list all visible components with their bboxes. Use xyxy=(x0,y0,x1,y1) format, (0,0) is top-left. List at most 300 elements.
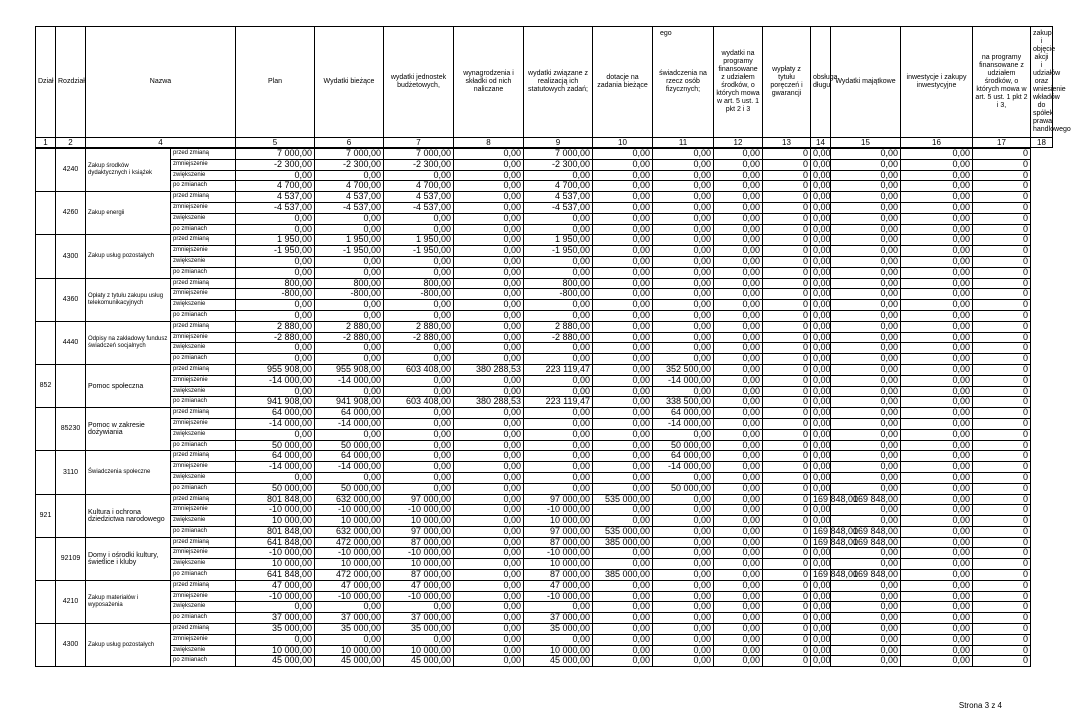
value-cell: 0,00 xyxy=(384,300,454,311)
value-cell: 0,00 xyxy=(831,645,901,656)
value-cell: 0 xyxy=(763,451,811,462)
value-cell: 0,00 xyxy=(831,278,901,289)
row-label: przed zmianą xyxy=(171,321,236,332)
value-cell: -14 000,00 xyxy=(653,375,714,386)
column-number: 1 xyxy=(36,138,56,148)
value-cell: 0,00 xyxy=(714,300,763,311)
col-wydatki-statutowe: wydatki związane z realizacją ich statutowych zadań; xyxy=(524,27,593,138)
value-cell: 97 000,00 xyxy=(524,494,593,505)
value-cell: 0,00 xyxy=(384,375,454,386)
value-cell: -10 000,00 xyxy=(384,505,454,516)
value-cell: 0,00 xyxy=(593,213,653,224)
value-cell: 0,00 xyxy=(811,516,831,527)
value-cell: 0 xyxy=(763,591,811,602)
value-cell: 0,00 xyxy=(593,462,653,473)
column-number: 6 xyxy=(315,138,384,148)
value-cell: 0,00 xyxy=(593,602,653,613)
table-row xyxy=(36,364,1053,375)
table-row xyxy=(36,408,1053,419)
value-cell: 0,00 xyxy=(831,235,901,246)
value-cell: -10 000,00 xyxy=(236,548,315,559)
value-cell: 0,00 xyxy=(593,516,653,527)
row-label: przed zmianą xyxy=(171,624,236,635)
value-cell: 0,00 xyxy=(454,149,524,160)
value-cell: 0,00 xyxy=(831,332,901,343)
value-cell: 0,00 xyxy=(714,321,763,332)
value-cell: 0,00 xyxy=(524,386,593,397)
value-cell: 0,00 xyxy=(524,300,593,311)
value-cell: -800,00 xyxy=(315,289,384,300)
value-cell: 0 xyxy=(973,364,1031,375)
value-cell: 0,00 xyxy=(901,645,973,656)
value-cell: 0,00 xyxy=(714,408,763,419)
value-cell: 0 xyxy=(763,332,811,343)
value-cell: 0,00 xyxy=(454,462,524,473)
value-cell: 0,00 xyxy=(901,559,973,570)
value-cell: 169 848,00 xyxy=(831,570,901,581)
value-cell: 0 xyxy=(973,656,1031,667)
dzial-cell: 921 xyxy=(36,494,56,537)
value-cell: 0,00 xyxy=(653,256,714,267)
value-cell: 0,00 xyxy=(454,300,524,311)
table-row xyxy=(36,429,1053,440)
value-cell: 0,00 xyxy=(901,408,973,419)
value-cell: 0 xyxy=(763,213,811,224)
value-cell: 0 xyxy=(763,235,811,246)
value-cell: 0,00 xyxy=(653,289,714,300)
value-cell: 45 000,00 xyxy=(236,656,315,667)
value-cell: 64 000,00 xyxy=(236,408,315,419)
value-cell: 0,00 xyxy=(901,451,973,462)
value-cell: 0,00 xyxy=(811,202,831,213)
value-cell: 0 xyxy=(973,559,1031,570)
value-cell: -2 880,00 xyxy=(384,332,454,343)
nazwa-cell: Domy i ośrodki kultury, świetlice i kluby xyxy=(86,537,171,580)
value-cell: 385 000,00 xyxy=(593,537,653,548)
value-cell: 0 xyxy=(763,526,811,537)
value-cell: 0,00 xyxy=(653,332,714,343)
table-row xyxy=(36,602,1053,613)
value-cell: 380 288,53 xyxy=(454,364,524,375)
value-cell: 0,00 xyxy=(653,494,714,505)
value-cell: 10 000,00 xyxy=(524,516,593,527)
value-cell: 0,00 xyxy=(831,354,901,365)
value-cell: 0,00 xyxy=(811,462,831,473)
value-cell: 4 700,00 xyxy=(236,181,315,192)
value-cell: 50 000,00 xyxy=(653,483,714,494)
value-cell: 223 119,47 xyxy=(524,397,593,408)
value-cell: 0,00 xyxy=(901,256,973,267)
table-row xyxy=(36,256,1053,267)
table-row xyxy=(36,559,1053,570)
value-cell: 0,00 xyxy=(315,224,384,235)
value-cell: 35 000,00 xyxy=(384,624,454,635)
row-label: przed zmianą xyxy=(171,278,236,289)
nazwa-cell: Kultura i ochrona dziedzictwa narodowego xyxy=(86,494,171,537)
value-cell: 10 000,00 xyxy=(384,645,454,656)
value-cell: 0,00 xyxy=(901,375,973,386)
row-label: zwiększenie xyxy=(171,300,236,311)
table-row xyxy=(36,386,1053,397)
value-cell: 0 xyxy=(763,300,811,311)
value-cell: 0,00 xyxy=(811,451,831,462)
col-rozdzial: Rozdział xyxy=(56,27,86,138)
table-row xyxy=(36,634,1053,645)
value-cell: 0 xyxy=(763,505,811,516)
value-cell: 0,00 xyxy=(384,343,454,354)
value-cell: 35 000,00 xyxy=(315,624,384,635)
nazwa-cell: Zakup usług pozostałych xyxy=(86,624,171,667)
value-cell: 0,00 xyxy=(384,354,454,365)
value-cell: 0,00 xyxy=(901,656,973,667)
value-cell: 10 000,00 xyxy=(315,559,384,570)
table-row xyxy=(36,451,1053,462)
table-row xyxy=(36,375,1053,386)
value-cell: 0,00 xyxy=(831,634,901,645)
value-cell: 0,00 xyxy=(831,397,901,408)
value-cell: 50 000,00 xyxy=(315,440,384,451)
value-cell: 0,00 xyxy=(593,418,653,429)
value-cell: 0,00 xyxy=(593,278,653,289)
value-cell: 0,00 xyxy=(593,310,653,321)
value-cell: 0,00 xyxy=(831,149,901,160)
table-row xyxy=(36,213,1053,224)
value-cell: 0,00 xyxy=(811,256,831,267)
value-cell: 0,00 xyxy=(454,375,524,386)
value-cell: 385 000,00 xyxy=(593,570,653,581)
value-cell: 0 xyxy=(763,343,811,354)
value-cell: 0,00 xyxy=(901,310,973,321)
value-cell: 0,00 xyxy=(236,300,315,311)
value-cell: 0,00 xyxy=(831,159,901,170)
value-cell: 941 908,00 xyxy=(236,397,315,408)
row-label: po zmianach xyxy=(171,310,236,321)
value-cell: 0,00 xyxy=(714,580,763,591)
value-cell: 4 700,00 xyxy=(524,181,593,192)
value-cell: 0,00 xyxy=(454,418,524,429)
value-cell: 472 000,00 xyxy=(315,537,384,548)
value-cell: 47 000,00 xyxy=(524,580,593,591)
value-cell: 0,00 xyxy=(714,602,763,613)
value-cell: 0,00 xyxy=(831,224,901,235)
value-cell: 0,00 xyxy=(593,451,653,462)
value-cell: 0,00 xyxy=(593,591,653,602)
table-row xyxy=(36,310,1053,321)
nazwa-cell: Zakup środków dydaktycznych i książek xyxy=(86,149,171,192)
value-cell: -1 950,00 xyxy=(384,246,454,257)
value-cell: 47 000,00 xyxy=(236,580,315,591)
column-number: 11 xyxy=(653,138,714,148)
value-cell: 641 848,00 xyxy=(236,537,315,548)
col-inwestycje: inwestycje i zakupy inwestycyjne xyxy=(901,27,973,138)
value-cell: 0,00 xyxy=(384,408,454,419)
value-cell: -2 880,00 xyxy=(524,332,593,343)
dzial-cell xyxy=(36,321,56,364)
value-cell: 0,00 xyxy=(653,224,714,235)
value-cell: 1 950,00 xyxy=(524,235,593,246)
col-dzial: Dział xyxy=(36,27,56,138)
value-cell: 0,00 xyxy=(714,462,763,473)
value-cell: 0,00 xyxy=(384,440,454,451)
value-cell: 45 000,00 xyxy=(524,656,593,667)
value-cell: 0 xyxy=(973,213,1031,224)
value-cell: 0,00 xyxy=(831,343,901,354)
value-cell: 0,00 xyxy=(831,375,901,386)
row-label: po zmianach xyxy=(171,483,236,494)
value-cell: 0,00 xyxy=(811,321,831,332)
value-cell: 0,00 xyxy=(315,634,384,645)
value-cell: 0,00 xyxy=(811,278,831,289)
value-cell: 0 xyxy=(763,634,811,645)
table-row xyxy=(36,656,1053,667)
value-cell: 0,00 xyxy=(236,602,315,613)
value-cell: 0,00 xyxy=(236,354,315,365)
value-cell: 535 000,00 xyxy=(593,526,653,537)
value-cell: 0 xyxy=(973,310,1031,321)
value-cell: 0,00 xyxy=(901,149,973,160)
value-cell: 0,00 xyxy=(653,516,714,527)
value-cell: 0,00 xyxy=(831,364,901,375)
value-cell: -1 950,00 xyxy=(315,246,384,257)
value-cell: 0 xyxy=(973,386,1031,397)
table-header xyxy=(35,26,1071,148)
value-cell: 0,00 xyxy=(454,170,524,181)
value-cell: 64 000,00 xyxy=(236,451,315,462)
value-cell: 0 xyxy=(973,181,1031,192)
nazwa-cell: Pomoc społeczna xyxy=(86,364,171,407)
value-cell: -10 000,00 xyxy=(236,591,315,602)
value-cell: 0 xyxy=(973,526,1031,537)
table-row xyxy=(36,246,1053,257)
value-cell: 0,00 xyxy=(714,429,763,440)
table-row xyxy=(36,321,1053,332)
value-cell: 0 xyxy=(763,516,811,527)
value-cell: -10 000,00 xyxy=(384,548,454,559)
col-wydatki-programy: wydatki na programy finansowane z udziałem środków, o których mowa w art. 5 ust. 1 pkt 2 i 3 xyxy=(714,27,763,138)
value-cell: 0,00 xyxy=(811,332,831,343)
value-cell: 0,00 xyxy=(593,354,653,365)
row-label: przed zmianą xyxy=(171,451,236,462)
row-label: przed zmianą xyxy=(171,537,236,548)
value-cell: 0 xyxy=(973,321,1031,332)
column-number: 18 xyxy=(1031,138,1053,148)
value-cell: 0,00 xyxy=(384,429,454,440)
value-cell: 0 xyxy=(973,246,1031,257)
value-cell: 169 848,00 xyxy=(811,494,831,505)
value-cell: 0,00 xyxy=(384,386,454,397)
value-cell: 0,00 xyxy=(901,537,973,548)
value-cell: 0,00 xyxy=(653,429,714,440)
value-cell: 0,00 xyxy=(811,548,831,559)
value-cell: 0,00 xyxy=(454,505,524,516)
value-cell: 0,00 xyxy=(653,505,714,516)
row-label: zmniejszenie xyxy=(171,375,236,386)
value-cell: -10 000,00 xyxy=(384,591,454,602)
dzial-cell xyxy=(36,580,56,623)
value-cell: 0,00 xyxy=(901,634,973,645)
value-cell: 0,00 xyxy=(653,246,714,257)
table-row xyxy=(36,300,1053,311)
value-cell: 0,00 xyxy=(811,591,831,602)
value-cell: 0,00 xyxy=(454,235,524,246)
value-cell: 0,00 xyxy=(653,624,714,635)
value-cell: 0,00 xyxy=(593,267,653,278)
value-cell: 0,00 xyxy=(653,559,714,570)
value-cell: 10 000,00 xyxy=(524,645,593,656)
row-label: po zmianach xyxy=(171,570,236,581)
table-row xyxy=(36,526,1053,537)
value-cell: 0,00 xyxy=(901,246,973,257)
value-cell: 0,00 xyxy=(653,386,714,397)
value-cell: -14 000,00 xyxy=(653,418,714,429)
value-cell: 0,00 xyxy=(524,375,593,386)
table-row xyxy=(36,624,1053,635)
value-cell: 50 000,00 xyxy=(236,483,315,494)
value-cell: 0,00 xyxy=(653,343,714,354)
value-cell: 0,00 xyxy=(593,634,653,645)
value-cell: 10 000,00 xyxy=(524,559,593,570)
value-cell: 0 xyxy=(763,202,811,213)
column-number: 17 xyxy=(973,138,1031,148)
value-cell: 0 xyxy=(973,278,1031,289)
table-body xyxy=(35,148,1053,667)
value-cell: 0,00 xyxy=(714,516,763,527)
value-cell: 0,00 xyxy=(831,418,901,429)
value-cell: 0,00 xyxy=(901,267,973,278)
value-cell: 0,00 xyxy=(454,591,524,602)
value-cell: 0,00 xyxy=(714,246,763,257)
col-wydatki-jednostek: wydatki jednostek budżetowych, xyxy=(384,27,454,138)
value-cell: -2 300,00 xyxy=(315,159,384,170)
value-cell: 0,00 xyxy=(236,472,315,483)
value-cell: 0,00 xyxy=(593,149,653,160)
value-cell: 1 950,00 xyxy=(236,235,315,246)
value-cell: 0,00 xyxy=(315,213,384,224)
rozdzial-cell: 4300 xyxy=(56,624,86,667)
value-cell: -10 000,00 xyxy=(236,505,315,516)
value-cell: 0,00 xyxy=(593,483,653,494)
value-cell: 0,00 xyxy=(714,634,763,645)
value-cell: 0,00 xyxy=(454,278,524,289)
value-cell: 0,00 xyxy=(384,310,454,321)
value-cell: 4 700,00 xyxy=(384,181,454,192)
value-cell: 0,00 xyxy=(901,591,973,602)
value-cell: 0,00 xyxy=(593,364,653,375)
value-cell: 0,00 xyxy=(901,192,973,203)
value-cell: -2 880,00 xyxy=(236,332,315,343)
table-row xyxy=(36,267,1053,278)
value-cell: 0,00 xyxy=(384,451,454,462)
value-cell: 0,00 xyxy=(454,192,524,203)
value-cell: 0,00 xyxy=(454,246,524,257)
dzial-cell xyxy=(36,624,56,667)
value-cell: 0,00 xyxy=(236,429,315,440)
row-label: przed zmianą xyxy=(171,364,236,375)
value-cell: 0,00 xyxy=(714,192,763,203)
col-zakup-akcji: zakup i objęcie akcji i udziałów oraz wniesienie wkładów do spółek prawa handlowego xyxy=(1031,27,1053,138)
value-cell: 0,00 xyxy=(454,256,524,267)
value-cell: 0 xyxy=(973,440,1031,451)
value-cell: 0,00 xyxy=(811,159,831,170)
value-cell: 0,00 xyxy=(811,149,831,160)
nazwa-cell: Zakup usług pozostałych xyxy=(86,235,171,278)
col-obsluga: obsługa długu xyxy=(811,27,831,138)
value-cell: 0,00 xyxy=(714,224,763,235)
value-cell: 0,00 xyxy=(653,548,714,559)
value-cell: 0,00 xyxy=(236,224,315,235)
value-cell: 0,00 xyxy=(593,645,653,656)
value-cell: 0,00 xyxy=(454,645,524,656)
value-cell: 0 xyxy=(973,634,1031,645)
value-cell: 0,00 xyxy=(653,526,714,537)
value-cell: 0,00 xyxy=(593,580,653,591)
value-cell: 0,00 xyxy=(524,310,593,321)
value-cell: 0,00 xyxy=(593,332,653,343)
value-cell: 0 xyxy=(973,602,1031,613)
table-row xyxy=(36,224,1053,235)
column-number: 5 xyxy=(236,138,315,148)
value-cell: 0,00 xyxy=(454,267,524,278)
value-cell: 0 xyxy=(973,397,1031,408)
value-cell: 37 000,00 xyxy=(384,613,454,624)
value-cell: 0,00 xyxy=(593,656,653,667)
value-cell: 0,00 xyxy=(524,462,593,473)
value-cell: 0 xyxy=(763,537,811,548)
value-cell: 0 xyxy=(763,494,811,505)
value-cell: 0 xyxy=(763,159,811,170)
value-cell: 2 880,00 xyxy=(384,321,454,332)
value-cell: 632 000,00 xyxy=(315,526,384,537)
value-cell: 472 000,00 xyxy=(315,570,384,581)
value-cell: 0,00 xyxy=(811,472,831,483)
value-cell: 0,00 xyxy=(524,267,593,278)
row-label: zmniejszenie xyxy=(171,246,236,257)
row-label: zwiększenie xyxy=(171,213,236,224)
value-cell: 0 xyxy=(973,149,1031,160)
value-cell: 0,00 xyxy=(714,149,763,160)
row-label: zwiększenie xyxy=(171,516,236,527)
value-cell: 0,00 xyxy=(714,505,763,516)
value-cell: 380 288,53 xyxy=(454,397,524,408)
value-cell: 0,00 xyxy=(901,570,973,581)
rozdzial-cell xyxy=(56,364,86,407)
value-cell: 0,00 xyxy=(714,526,763,537)
value-cell: -10 000,00 xyxy=(315,591,384,602)
value-cell: 0,00 xyxy=(384,256,454,267)
table-row xyxy=(36,613,1053,624)
value-cell: 0 xyxy=(973,202,1031,213)
value-cell: 0,00 xyxy=(454,310,524,321)
value-cell: 0,00 xyxy=(831,289,901,300)
value-cell: 2 880,00 xyxy=(315,321,384,332)
column-number: 16 xyxy=(901,138,973,148)
value-cell: 0,00 xyxy=(593,343,653,354)
table-row xyxy=(36,192,1053,203)
value-cell: 0,00 xyxy=(653,310,714,321)
value-cell: 0,00 xyxy=(714,397,763,408)
value-cell: 0 xyxy=(973,645,1031,656)
value-cell: 37 000,00 xyxy=(315,613,384,624)
value-cell: 352 500,00 xyxy=(653,364,714,375)
value-cell: 169 848,00 xyxy=(811,570,831,581)
value-cell: 0,00 xyxy=(831,602,901,613)
value-cell: 0,00 xyxy=(454,656,524,667)
value-cell: 0,00 xyxy=(811,602,831,613)
value-cell: 0 xyxy=(973,332,1031,343)
value-cell: 0 xyxy=(973,159,1031,170)
value-cell: 0 xyxy=(763,418,811,429)
value-cell: 0,00 xyxy=(653,321,714,332)
